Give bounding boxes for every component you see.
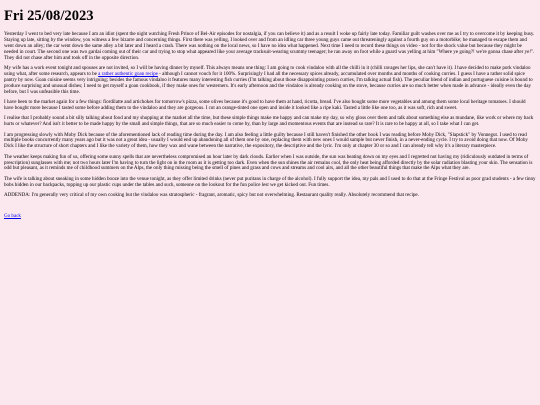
paragraph-booze: The wife is talking about sneaking in some hidden booze into the venue tonight, as they offer limited drinks (never put puritans in charge of the alcohol). I fully support the idea, my pals and I used to do that at the Fringe Festival as poor grad students - a few tinny bobs hidden in our backpacks, topping up our plastic cups under the tables and such, someone on the lookout for the fun police lest we get kicked out. Fun times. (4, 175, 536, 188)
paragraph-vindaloo (4, 66, 536, 95)
paragraph-weather: The weather keeps making fun of us, offering some sunny spells that are nevertheless compromised an hour later by dark clouds. Earlier when I was outside, the sun was beating down on my eyes and I regretted not having my (ridiculously outdated in terms of prescription) sunglasses with me; not two hours later I'm having to turn the light on in the room as it is getting too dark. Even when the sun shines the air remains cool, the only heat being afforded directly by the solar radiation blasting your skin. The sensation is odd but pleasant, as it reminds me of childhood summers on the Alps, the only thing missing being the smell of pines and grass and cows and streams and cool airs, and all the other beautiful things that make the Alps what they are. (4, 153, 533, 172)
go-back-link[interactable]: Go back (4, 212, 21, 219)
paragraph-moby-dick: I am progressing slowly with Moby Dick because of the aforementioned lack of reading time during the day. I am also feeling a little guilty because I still haven't finished the other book I was reading before Moby Dick, "Slapstick" by Vonnegut. I used to read multiple books concurrently many years ago but it was not a great idea - usually I would end up abandoning all of them one by one, replacing them with new ones I would sample but never finish, in a never-ending cycle. I try to avoid doing that now. Of Moby Dick I like the structure of short chapters and I like the variety of them, how they wax and wane between the narrative, the expository, the descriptive and the lyric. I'm only at chapter 30 or so and I can already tell why it's a literary masterpiece. (4, 131, 528, 150)
paragraph-vindaloo-after: - although I cannot vouch for it 100%. Surprisingly I had all the necessary spices already, accumulated over months and months of cooking curries. I guess I have a rather solid spice pantry by now. Goan cuisine seems very intriguing; besides the famous vindaloo it features many interesting fish curries (I'm talking about those disappointing prawn curries, I'm talking actual fish). The peculiar blend of indian and portuguese cuisine is bound to produce surprising and unusual dishes; I need to get myself a goan cookbook, if they make ones for westerners. It's early afternoon and the vindaloo is already cooking on the stove, because curries are so much better when made in advance - ideally even the day before, but I was unfeasible this time. (4, 70, 533, 95)
paragraph-late-night: Yesterday I went to bed very late because I am an idiot (spent the night watching Fresh Prince of Bel-Air episodes for nostalgia, if you can believe it) and as a result I woke up fairly late today. Familiar guilt washes over me as I try to overcome it by keeping busy. Staying up late, sitting by the window, you witness a few bizarre and concerning things. First there was yelling, I looked over and from an idling car three young guys came out threateningly against a fourth guy on a motorbike; he managed to escape them and went down an alley; the car went down the same alley a bit later and I heard a crash. There was nothing on the local news, so I have no idea what happened. Next time I need to record these things on video - not for the shock value but because they might be needed in court. The second one was two gardai coming out of their car and trying to stop what appeared like your average tracksuit-wearing scummy teenager; he ran away on foot while a guard was yelling at him "Where ye going?! we're gonna chase after ye!". They did not chase after him and took off in the opposite direction. (4, 31, 535, 61)
paragraph-simple-things: I realise that I probably sound a bit silly talking about food and my shopping at the market all the time, but these simple things make me happy and can make my day, so why gloss over them and talk about something else as mundane, like work or where my back hurts or whatever? And isn't it better to be made happy by the small and simple things, that are so much easier to come by, than by large and momentous events that are instead so rare? It is rare to be happy at all, so I take what I can get. (4, 115, 534, 128)
page-title: Fri 25/08/2023 (4, 8, 94, 24)
goan-recipe-link[interactable]: a rather authentic goan recipe (98, 70, 158, 77)
paragraph-addenda: ADDENDA: I'm generally very critical of my own cooking but the vindaloo was stratospheric - fragrant, aromatic, spicy but not overwhelming. Restaurant quality really. Absolutely recommend that recipe. (4, 192, 419, 199)
paragraph-vindaloo-before: My wife has a work event tonight and spouses are not invited, so I will be having dinner by myself. This always means one thing: I am going to cook vindaloo with all the chilli in it (chilli ravages her lips, she can't have it). I have decided to make pork vindaloo using what, after some research, appears to be (4, 65, 531, 77)
paragraph-market: I have been to the market again for a few things: fiordilatte and artichokes for tomorrow's pizza, some olives because it's good to have them at hand, ricotta, bread. I've also bought some more vegetables and among them some local heritage tomatoes. I should have bought more because I tasted some before adding them to the vindaloo and they are gorgeous. I cut an orange-tinted one open and inside it looked like a ripe kaki. Tasted a little like one too, as it was soft, rich and sweet. (4, 98, 526, 111)
